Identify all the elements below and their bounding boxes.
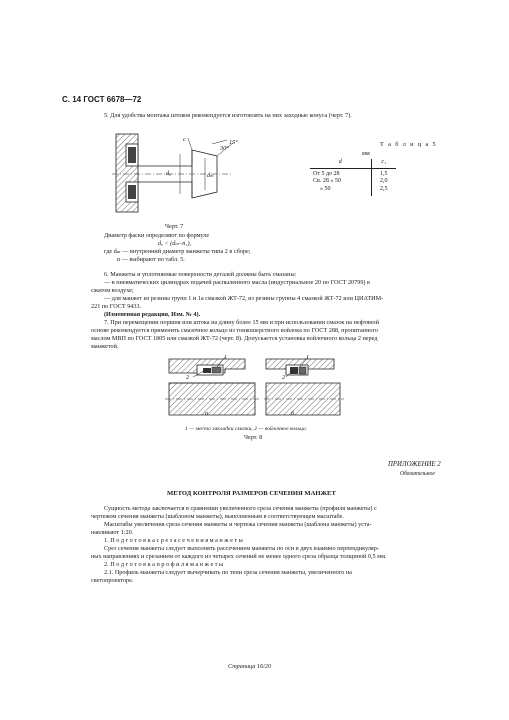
- item-7-line-4: манжетой.: [91, 343, 119, 350]
- item-6-intro: 6. Манжеты и уплотняемые поверхности деталей должны быть смазаны:: [104, 271, 297, 278]
- table-row: [310, 186, 396, 197]
- fig8-label-b: б: [291, 410, 295, 417]
- fig7-label-dm: dₘ: [207, 172, 214, 179]
- table-5-header-d: d: [310, 159, 371, 168]
- item-6-edition: (Измененная редакция, Изм. № 4).: [104, 311, 201, 318]
- section-2-heading: 2. П о д г о т о в к а п р о ф и л я м а н ж е т ы: [104, 561, 224, 568]
- page-footer: Страница 16/20: [228, 663, 271, 670]
- fig8-label-a: а: [205, 410, 209, 417]
- chamfer-where-2: n — выбирают по табл. 5.: [117, 256, 185, 263]
- chamfer-formula: dₐ < (dₘ–n₁),: [158, 240, 192, 247]
- table-cell-d: » 50: [310, 186, 371, 197]
- body-p1-line2: чертежом сечения манжеты (шаблоном манжеты), выполненным в соответствующем масштабе.: [91, 513, 344, 520]
- figure-8b-drawing: [264, 355, 344, 420]
- body-p3-line2: ных направлениях и срезанием от каждого из четырех сечений не менее одного среза образца толщиной 0,5 мм.: [91, 553, 387, 560]
- appendix-title: ПРИЛОЖЕНИЕ 2: [388, 461, 441, 468]
- figure-8a-drawing: [165, 355, 260, 420]
- table-cell-c: 2,0: [380, 178, 388, 184]
- item-5-text: 5. Для удобства монтажа штоков рекомендуется изготовлять на них заходные конуса (черт. 7).: [104, 112, 352, 119]
- figure-8-caption: Черт. 8: [244, 434, 263, 441]
- body-p4-line2: светопроекторе.: [91, 577, 134, 584]
- item-6-line-2b: 221 по ГОСТ 9433.: [91, 303, 142, 310]
- item-7-line-1: 7. При перемещении поршня или штока на длину более 15 мм и при использовании смазок на нефтяной: [104, 319, 379, 326]
- appendix-subtitle: Обязательное: [400, 471, 435, 477]
- table-5: [310, 159, 396, 196]
- figure-8-legend: 1 — место закладки смазки, 2 — войлочное кольцо.: [185, 426, 308, 432]
- body-p2-line1: Масштабы увеличения среза сечения манжеты и чертежа сечения манжеты (шаблона манжеты) уста-: [104, 521, 372, 528]
- page-header: С. 14 ГОСТ 6678—72: [62, 95, 142, 104]
- table-cell-c: 1,5: [380, 170, 388, 177]
- section-1-heading: 1. П о д г о т о в к а с р е з а с е ч е н и я м а н ж е т ы: [104, 537, 243, 544]
- section-title: МЕТОД КОНТРОЛЯ РАЗМЕРОВ СЕЧЕНИЯ МАНЖЕТ: [167, 490, 336, 497]
- table-5-header-c: c₁: [371, 159, 396, 168]
- item-7-line-3: маслом МВП по ГОСТ 1805 или смазкой ЖТ-72 (черт. 8). Допускается установка войлочного кольца 2 перед: [91, 335, 378, 342]
- fig8b-callout-2: 2: [282, 374, 286, 381]
- figure-7-caption: Черт. 7: [165, 223, 184, 230]
- body-p3-line1: Срез сечения манжеты следует выполнять рассечением манжеты по оси в двух взаимно перпендикуляр-: [104, 545, 379, 552]
- item-6-line-1b: сжатом воздухе;: [91, 287, 134, 294]
- table-cell-c: 2,5: [380, 185, 388, 192]
- item-6-line-1: — в пневматических цилиндрах подачей распыленного масла (индустриальное 20 по ГОСТ 20799) в: [104, 279, 370, 286]
- table-5-unit: мм: [362, 150, 370, 157]
- chamfer-intro: Диаметр фаски определяют по формуле: [104, 232, 210, 239]
- fig8a-callout-2: 2: [186, 374, 190, 381]
- table-5-header-row: [310, 159, 396, 168]
- body-p2-line2: навливают 1:20.: [91, 529, 134, 536]
- fig7-label-c: с: [183, 136, 186, 143]
- table-5-title: Т а б л и ц а 5: [380, 141, 438, 148]
- body-p1-line1: Сущность метода заключается в сравнении увеличенного среза сечения манжеты (профиля манжеты) с: [104, 505, 377, 512]
- chamfer-where-1: где dₘ — внутренний диаметр манжеты типа 2 в сборе;: [104, 248, 251, 255]
- table-cell-d: Св. 28 » 50: [310, 178, 371, 186]
- table-row: [310, 168, 396, 178]
- table-cell-d: От 5 до 28: [310, 168, 371, 178]
- item-6-line-2: — для манжет из резины групп 1 и 1а смазкой ЖТ-72, из резины группы 4 смазкой ЖТ-72 или ЦИАТИМ-: [104, 295, 384, 302]
- table-row: [310, 178, 396, 186]
- fig8b-callout-1: 1: [306, 354, 310, 361]
- fig7-label-angle2: 30°: [220, 145, 229, 152]
- fig7-label-da: dₐ: [166, 170, 171, 177]
- fig7-label-angle: 15°: [229, 139, 238, 146]
- body-p4-line1: 2.1. Профиль манжеты следует вычерчивать по тени среза сечения манжеты, увеличенного на: [104, 569, 352, 576]
- item-7-line-2: основе рекомендуется применить смазочное кольцо из тонкошерстного войлока по ГОСТ 288, пропитанного: [91, 327, 378, 334]
- fig8a-callout-1: 1: [224, 354, 228, 361]
